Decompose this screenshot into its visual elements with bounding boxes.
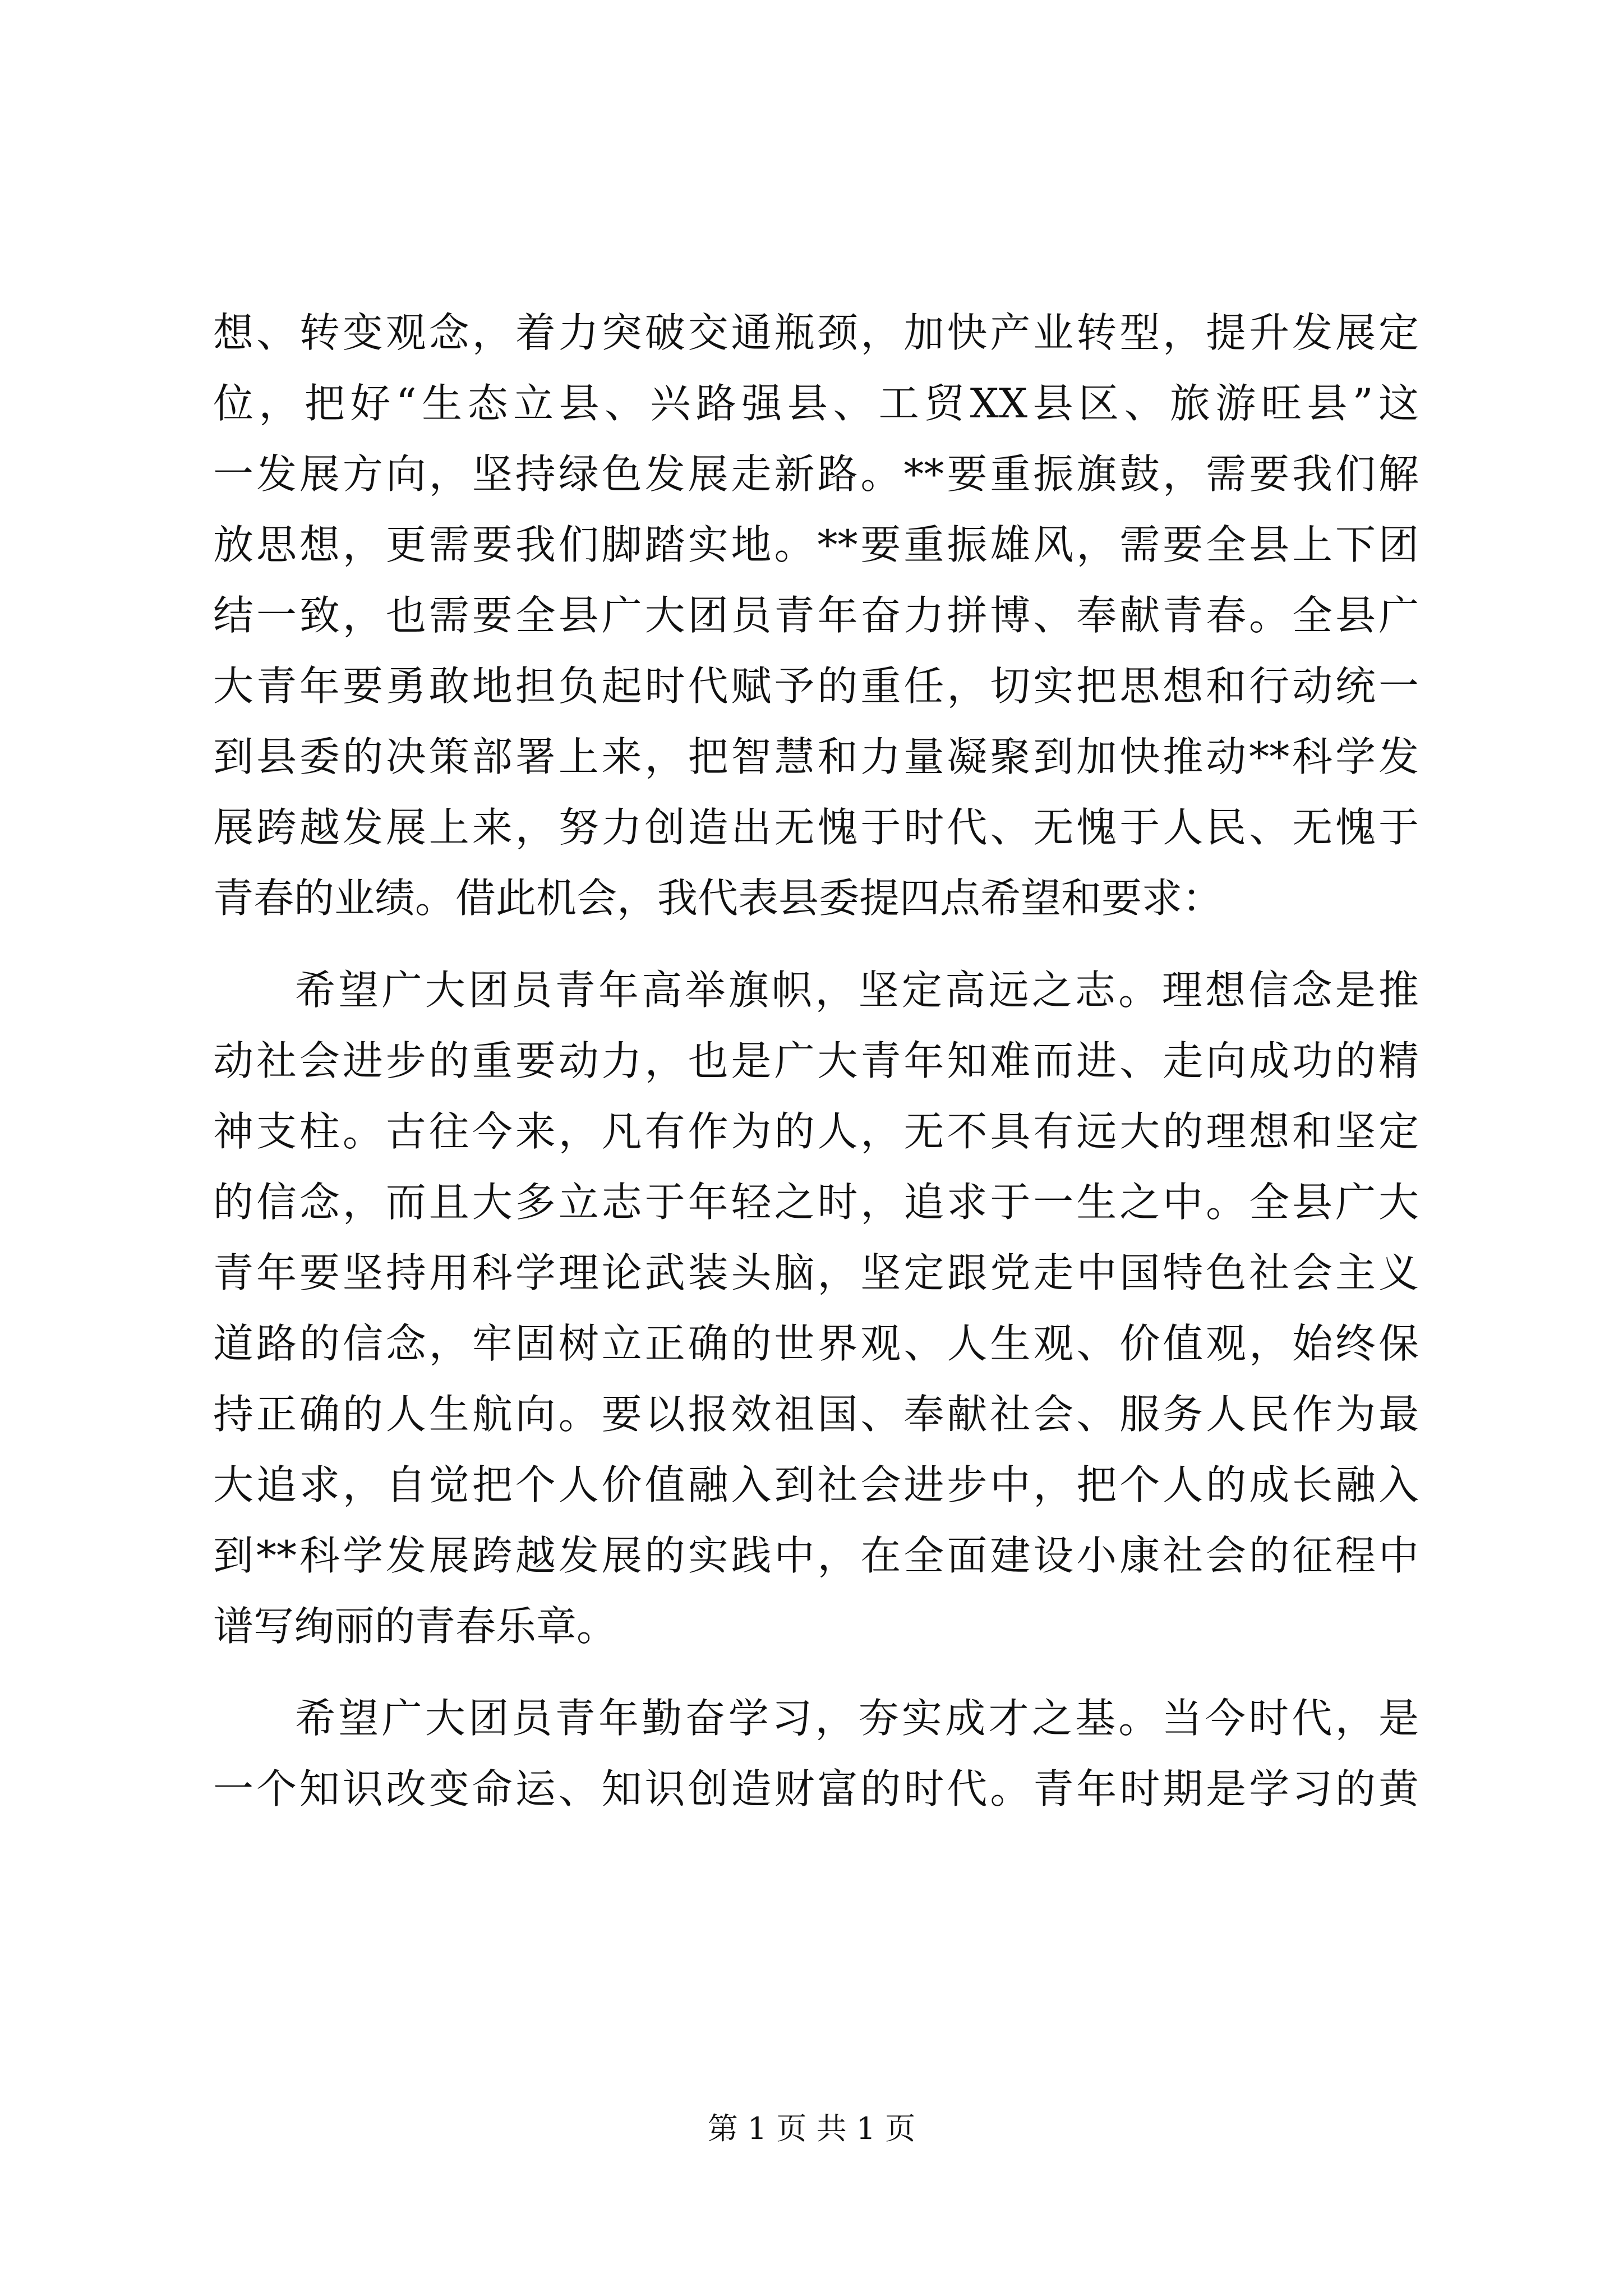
text-line: 想、转变观念，着力突破交通瓶颈，加快产业转型，提升发展定 — [213, 309, 1419, 356]
page-number-footer: 第 1 页 共 1 页 — [707, 2111, 916, 2146]
text-line: 谱写绚丽的青春乐章。 — [213, 1603, 617, 1650]
paragraph-gap — [213, 933, 1419, 955]
text-line: 到县委的决策部署上来，把智慧和力量凝聚到加快推动**科学发 — [213, 733, 1419, 780]
text-line: 希望广大团员青年高举旗帜，坚定高远之志。理想信念是推 — [295, 967, 1419, 1014]
paragraph-2 — [213, 955, 1419, 1662]
text-line: 位，把好“生态立县、兴路强县、工贸XX县区、旅游旺县”这 — [213, 380, 1419, 427]
text-line: 放思想，更需要我们脚踏实地。**要重振雄风，需要全县上下团 — [213, 521, 1419, 568]
text-line: 结一致，也需要全县广大团员青年奋力拼博、奉献青春。全县广 — [213, 592, 1419, 639]
text-line: 大追求，自觉把个人价值融入到社会进步中，把个人的成长融入 — [213, 1461, 1419, 1508]
paragraph-1 — [213, 297, 1419, 933]
text-line: 的信念，而且大多立志于年轻之时，追求于一生之中。全县广大 — [213, 1179, 1419, 1226]
text-line: 青年要坚持用科学理论武装头脑，坚定跟党走中国特色社会主义 — [213, 1249, 1419, 1296]
text-line: 展跨越发展上来，努力创造出无愧于时代、无愧于人民、无愧于 — [213, 804, 1419, 851]
text-line: 希望广大团员青年勤奋学习，夯实成才之基。当今时代，是 — [295, 1695, 1419, 1742]
text-line: 一发展方向，坚持绿色发展走新路。**要重振旗鼓，需要我们解 — [213, 450, 1419, 498]
text-line: 动社会进步的重要动力，也是广大青年知难而进、走向成功的精 — [213, 1037, 1419, 1084]
paragraph-3 — [213, 1683, 1419, 1824]
paragraph-gap — [213, 1662, 1419, 1683]
text-line: 大青年要勇敢地担负起时代赋予的重任，切实把思想和行动统一 — [213, 662, 1419, 710]
document-body — [213, 297, 1419, 1824]
text-line: 到**科学发展跨越发展的实践中，在全面建设小康社会的征程中 — [213, 1532, 1419, 1579]
text-line: 神支柱。古往今来，凡有作为的人，无不具有远大的理想和坚定 — [213, 1108, 1419, 1155]
text-line: 一个知识改变命运、知识创造财富的时代。青年时期是学习的黄 — [213, 1765, 1419, 1812]
text-line: 青春的业绩。借此机会，我代表县委提四点希望和要求： — [213, 875, 1223, 922]
text-line: 持正确的人生航向。要以报效祖国、奉献社会、服务人民作为最 — [213, 1391, 1419, 1438]
text-line: 道路的信念，牢固树立正确的世界观、人生观、价值观，始终保 — [213, 1320, 1419, 1367]
